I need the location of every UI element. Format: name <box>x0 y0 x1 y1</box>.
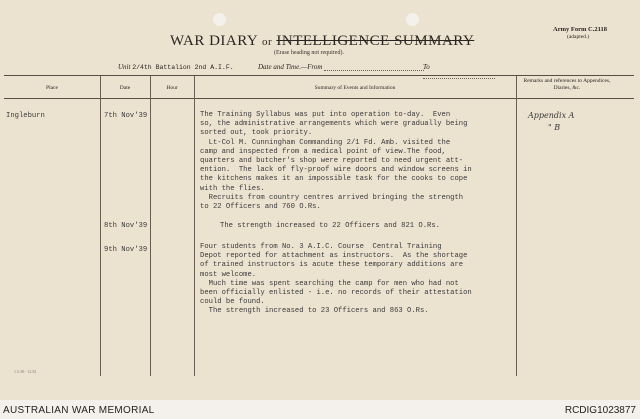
form-adapted: (adapted.) <box>567 34 590 40</box>
punch-hole <box>213 13 226 26</box>
col-place-header: Place <box>46 85 58 91</box>
title-or: or <box>261 36 273 48</box>
unit-value: 2/4th Battalion 2nd A.I.F. <box>132 64 234 71</box>
punch-hole <box>406 13 419 26</box>
printer-mark: 1.5.38 - 12.M <box>14 369 36 374</box>
col-remarks-header: Remarks and references to Appendices, Diaries, &c. <box>523 78 611 91</box>
entry-place: Ingleburn <box>6 112 45 120</box>
entry-date: 9th Nov'39 <box>104 246 148 254</box>
column-divider <box>100 76 101 376</box>
entry-date: 7th Nov'39 <box>104 112 148 120</box>
to-label: To <box>423 63 430 71</box>
unit-label: Unit <box>118 63 131 71</box>
entry-summary: The Training Syllabus was put into operation to-day. Even so, the administrative arrangements which were gradually being sorted out, took priority. Lt-Col M. Cunningham Commanding 2/1 Fd. Amb. visited the camp and inspected from a medical point of view.The food, quarters and butcher's shop were reported to need urgent att- ention. The lack of fly-proof wire doors and window screens in the kitchens makes it an impossible task for the cooks to cope with the flies. Recruits from country centres arrived bringing the strength to 22 Officers and 760 O.Rs. <box>200 111 472 212</box>
title-struck: INTELLIGENCE SUMMARY <box>276 33 475 49</box>
entry-date: 8th Nov'39 <box>104 222 148 230</box>
table-header <box>4 76 634 99</box>
date-time-label: Date and Time.—From <box>258 63 323 71</box>
title-note: (Erase heading not required). <box>274 50 344 56</box>
unit-row <box>118 63 430 71</box>
entry-summary: Four students from No. 3 A.I.C. Course Central Training Depot reported for attachment as instructors. As the shortage of trained instructors is acute these temporary additions are most welcome. Much time was spent searching the camp for men who had not been officially enlisted - i.e. no records of their attestation could be found. The strength increased to 23 Officers and 863 O.Rs. <box>200 243 472 316</box>
column-divider <box>150 76 151 376</box>
form-reference: Army Form C.2118 <box>553 26 607 33</box>
archive-footer <box>0 400 640 419</box>
col-summary-header: Summary of Events and Information <box>314 85 396 91</box>
column-divider <box>194 76 195 376</box>
diary-table <box>4 75 634 376</box>
entry-summary: The strength increased to 22 Officers and 821 O.Rs. <box>220 222 440 230</box>
appendix-remark: " B <box>548 123 561 132</box>
archive-id: RCDIG1023877 <box>564 405 636 416</box>
appendix-remark: Appendix A <box>528 111 575 120</box>
col-date-header: Date <box>119 85 131 91</box>
archive-name: AUSTRALIAN WAR MEMORIAL <box>3 405 155 416</box>
column-divider <box>516 76 517 376</box>
col-hour-header: Hour <box>166 85 178 91</box>
title-war-diary: WAR DIARY <box>170 33 258 49</box>
page-title <box>170 33 474 50</box>
